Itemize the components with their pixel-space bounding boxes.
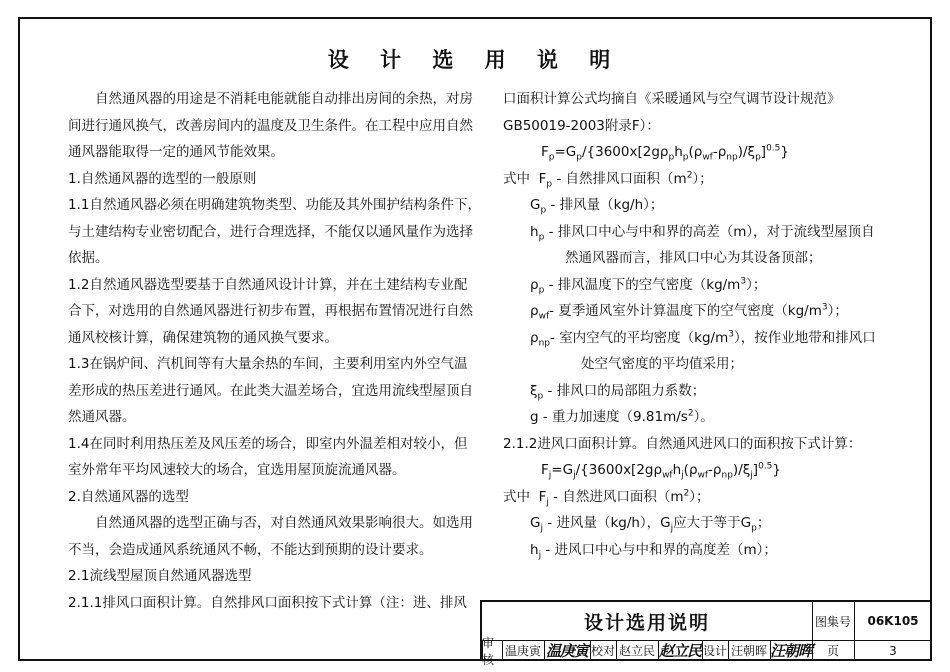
- intake-area-formula: $F_j=G_j/\{3600x[2g\rho_{wf}h_j(\rho_{wf}-\rho_{np})/\xi_j]^{0.5}\}$: [541, 461, 781, 481]
- paragraph-line: GB50019-2003附录F）：: [503, 117, 660, 134]
- page-label: 页: [826, 644, 839, 658]
- paragraph-line: 1.3在锅炉间、汽机间等有大量余热的车间，主要利用室内外空气温: [68, 356, 468, 372]
- subsection-heading: 2.1流线型屋顶自然通风器选型: [68, 568, 252, 584]
- variable-line: $\rho_{wf}-$ 夏季通风室外计算温度下的空气密度$(kg/m^3)$；: [530, 302, 848, 322]
- right-column: [503, 86, 913, 563]
- paragraph-line: 不当，会造成通风系统通风不畅，不能达到预期的设计要求。: [68, 541, 433, 558]
- section-heading: 1.自然通风器的选型的一般原则: [68, 170, 257, 187]
- variable-line: 式中 $F_p$ - 自然排风口面积$(m^2)$；: [503, 170, 713, 190]
- page-number: 3: [889, 643, 897, 658]
- checker-name: 赵立民: [618, 644, 655, 658]
- intro-line: 间进行通风换气，改善房间内的温度及卫生条件。在工程中应用自然: [68, 117, 473, 134]
- variable-line: $\rho_p$ - 排风温度下的空气密度$(kg/m^3)$；: [530, 276, 767, 296]
- paragraph-line: 差形成的热压差进行通风。在此类大温差场合，宜选用流线型屋顶自: [68, 382, 473, 399]
- variable-line: 然通风器而言，排风口中心为其设备顶部；: [565, 250, 822, 266]
- title-block: [480, 600, 930, 667]
- variable-line: $G_j$ - 进风量（kg/h），$G_j$应大于等于$G_p$；: [530, 515, 771, 534]
- left-column: [68, 86, 481, 616]
- paragraph-line: 1.4在同时利用热压差及风压差的场合，即室内外温差相对较小，但: [68, 435, 468, 452]
- atlas-label: 图集号: [814, 614, 851, 629]
- paragraph-line: 自然通风器的选型正确与否，对自然通风效果影响很大。如选用: [95, 515, 473, 531]
- atlas-number: 06K105: [867, 614, 919, 628]
- paragraph-line: 2.1.1排风口面积计算。自然排风口面积按下式计算（注：进、排风: [68, 594, 467, 611]
- paragraph-line: 合下，对选用的自然通风器进行初步布置，再根据布置情况进行自然: [68, 303, 473, 319]
- paragraph-line: 与土建结构专业密切配合，进行合理选择，不能仅以通风量作为选择: [68, 223, 473, 240]
- variable-line: $h_j$ - 进风口中心与中和界的高度差（m）；: [530, 541, 777, 561]
- reviewer-name: 温庚寅: [504, 644, 541, 658]
- exhaust-area-formula: $F_p=G_p/\{3600x[2g\rho_ph_p(\rho_{wf}-\rho_{np})/\xi_p]^{0.5}\}$: [541, 143, 789, 163]
- design-label: 设计: [702, 644, 727, 658]
- paragraph-line: 然通风器。: [68, 409, 136, 425]
- intro-line: 自然通风器的用途是不消耗电能就能自动排出房间的余热，对房: [95, 91, 473, 107]
- variable-line: $h_p$ - 排风口中心与中和界的高差（m），对于流线型屋顶自: [530, 223, 875, 243]
- variable-line: 式中 $F_j$ - 自然进风口面积$(m^2)$；: [503, 488, 710, 508]
- variable-line: 处空气密度的平均值采用；: [581, 356, 743, 372]
- paragraph-line: 1.1自然通风器必须在明确建筑物类型、功能及其外围护结构条件下，: [68, 197, 481, 213]
- drawing-name: 设计选用说明: [583, 611, 710, 634]
- page-title: 设 计 选 用 说 明: [327, 48, 623, 72]
- paragraph-line: 通风校核计算，确保建筑物的通风换气要求。: [68, 329, 338, 346]
- section-heading: 2.自然通风器的选型: [68, 488, 189, 505]
- variable-line: $\rho_{np}-$ 室内空气的平均密度$(kg/m^3)$，按作业地带和排风口: [530, 329, 876, 349]
- paragraph-line: 口面积计算公式均摘自《采暖通风与空气调节设计规范》: [503, 91, 841, 107]
- paragraph-line: 1.2自然通风器选型要基于自然通风设计计算，并在土建结构专业配: [68, 276, 468, 293]
- designer-name: 汪朝晖: [730, 644, 767, 658]
- variable-line: $G_p$ - 排风量（kg/h）；: [530, 197, 664, 216]
- designer-signature: 汪朝晖: [770, 642, 813, 660]
- paragraph-line: 室外常年平均风速较大的场合，宜选用屋顶旋流通风器。: [68, 462, 406, 478]
- review-label: 审核: [482, 635, 495, 667]
- subsection-heading: 2.1.2进风口面积计算。自然通风进风口的面积按下式计算：: [503, 435, 862, 452]
- variable-line: g - 重力加速度$(9.81m/s^2)$。: [530, 408, 714, 425]
- check-label: 校对: [590, 644, 615, 658]
- checker-signature: 赵立民: [658, 642, 701, 660]
- paragraph-line: 依据。: [68, 250, 109, 266]
- intro-line: 通风器能取得一定的通风节能效果。: [68, 144, 284, 160]
- reviewer-signature: 温庚寅: [545, 642, 588, 660]
- variable-line: $\xi_p$ - 排风口的局部阻力系数；: [530, 382, 706, 402]
